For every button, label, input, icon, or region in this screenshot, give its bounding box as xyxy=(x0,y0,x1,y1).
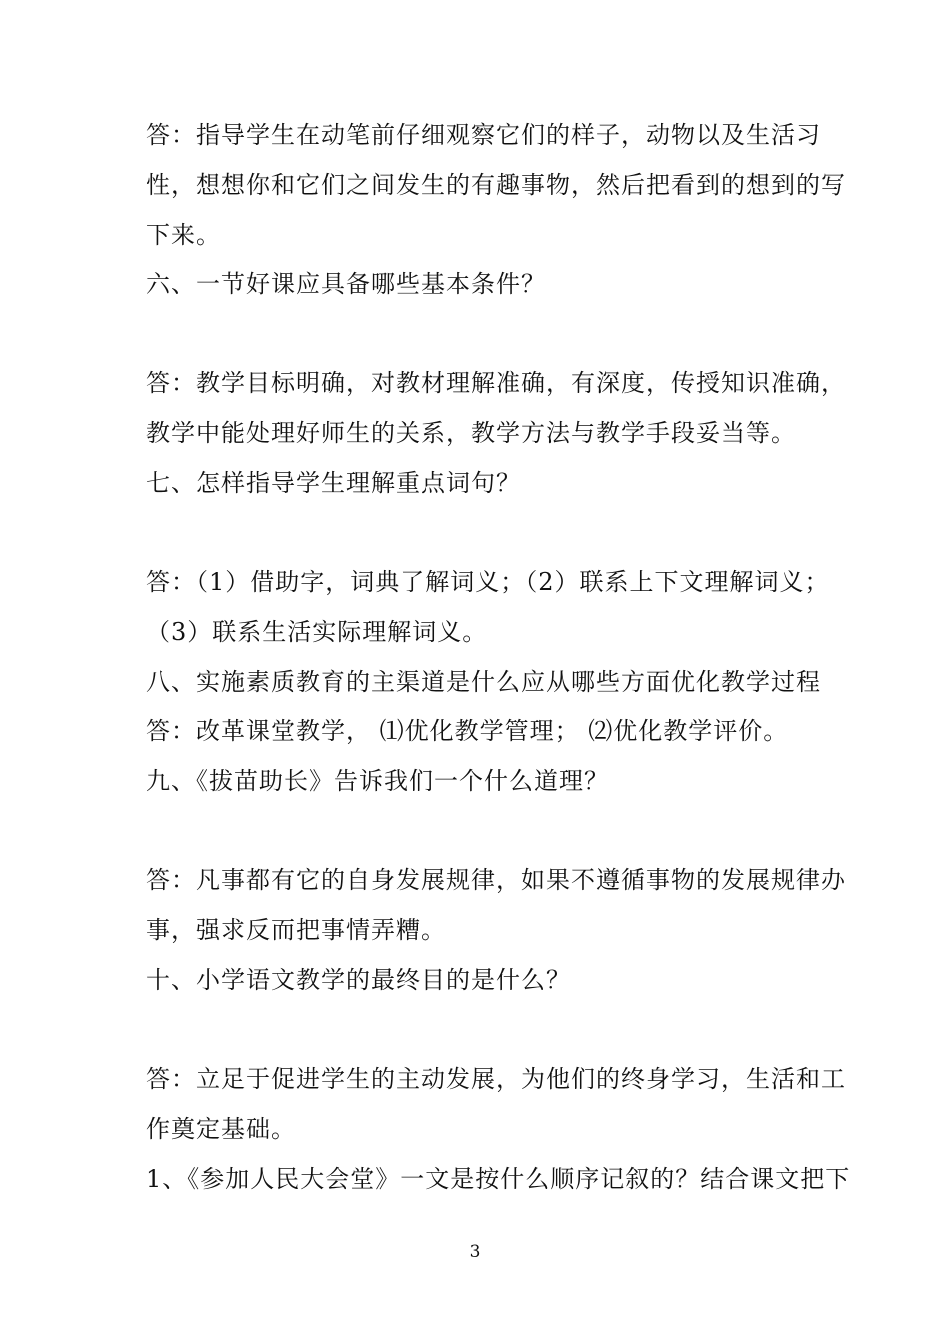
answer-5-line-2: 性，想想你和它们之间发生的有趣事物，然后把看到的想到的写 xyxy=(146,171,846,199)
answer-7-line-2: （3）联系生活实际理解词义。 xyxy=(146,618,488,646)
question-8: 八、实施素质教育的主渠道是什么应从哪些方面优化教学过程 xyxy=(146,668,821,696)
answer-5-line-3: 下来。 xyxy=(146,221,221,249)
answer-6-line-2: 教学中能处理好师生的关系，教学方法与教学手段妥当等。 xyxy=(146,419,796,447)
answer-7-line-1: 答：（1）借助字，词典了解词义；（2）联系上下文理解词义； xyxy=(146,568,830,596)
question-7: 七、怎样指导学生理解重点词句？ xyxy=(146,469,521,497)
answer-6-line-1: 答：教学目标明确，对教材理解准确，有深度，传授知识准确， xyxy=(146,369,846,397)
answer-9-line-2: 事，强求反而把事情弄糟。 xyxy=(146,916,446,944)
answer-10-line-2: 作奠定基础。 xyxy=(146,1115,296,1143)
question-9: 九、《拔苗助长》告诉我们一个什么道理？ xyxy=(146,767,609,795)
answer-10-line-1: 答：立足于促进学生的主动发展，为他们的终身学习，生活和工 xyxy=(146,1065,846,1093)
answer-9-line-1: 答：凡事都有它的自身发展规律，如果不遵循事物的发展规律办 xyxy=(146,866,846,894)
answer-5-line-1: 答：指导学生在动笔前仔细观察它们的样子，动物以及生活习 xyxy=(146,121,821,149)
page-number: 3 xyxy=(469,1242,481,1262)
question-10: 十、小学语文教学的最终目的是什么？ xyxy=(146,966,571,994)
question-6: 六、一节好课应具备哪些基本条件？ xyxy=(146,270,546,298)
answer-8: 答：改革课堂教学， ⑴优化教学管理； ⑵优化教学评价。 xyxy=(146,717,789,745)
question-1: 1、《参加人民大会堂》一文是按什么顺序记叙的？结合课文把下 xyxy=(146,1165,851,1193)
